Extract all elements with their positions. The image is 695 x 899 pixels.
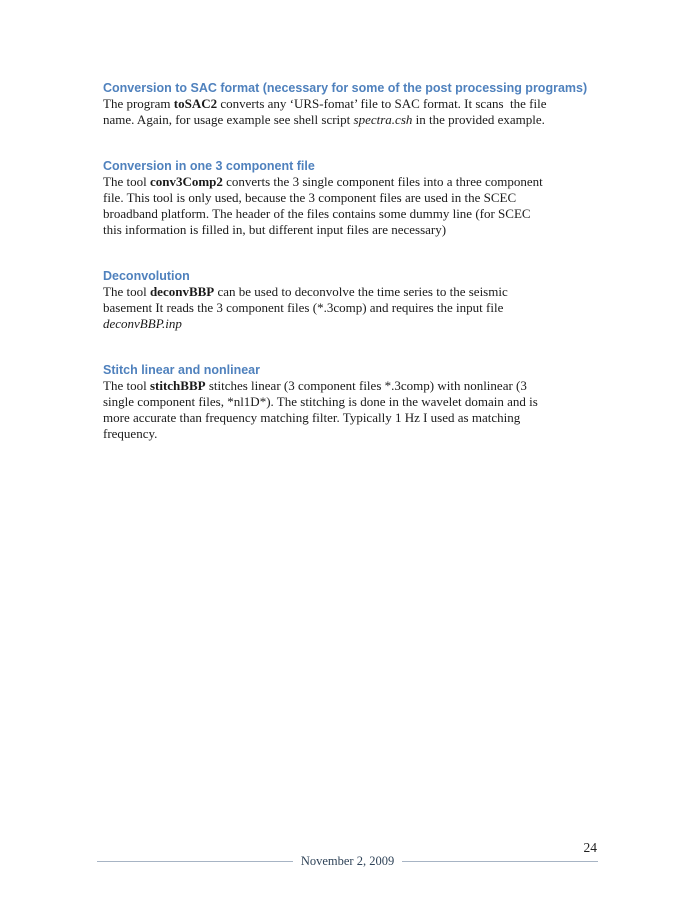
text-run: this information is filled in, but different input files are necessary) (103, 222, 447, 237)
text-line (103, 426, 600, 442)
section-conversion-3-component (103, 158, 600, 238)
footer-rule-right (402, 861, 598, 862)
section-heading: Stitch linear and nonlinear (103, 363, 260, 377)
text-run: file. This tool is only used, because the 3 component files are used in the SCEC (103, 190, 517, 205)
text-line (103, 206, 600, 222)
section-paragraph (103, 378, 600, 442)
text-run: broadband platform. The header of the files contains some dummy line (for SCEC (103, 206, 531, 221)
text-run: The tool (103, 378, 150, 393)
text-run-bold: conv3Comp2 (149, 174, 223, 189)
text-line (103, 410, 600, 426)
text-run: in the provided example. (412, 112, 545, 127)
document-body (103, 80, 600, 472)
text-line (103, 112, 600, 128)
text-run: The tool (103, 284, 150, 299)
text-run: frequency. (103, 426, 158, 441)
text-run: converts the 3 single component files into a three component (222, 174, 543, 189)
footer-date: November 2, 2009 (300, 853, 395, 868)
text-line (103, 378, 600, 394)
text-run: The program (103, 96, 174, 111)
section-conversion-to-sac (103, 80, 600, 128)
text-line (103, 96, 600, 112)
text-run: converts any ‘URS-fomat’ file to SAC format. It scans the file (217, 96, 547, 111)
footer-rule-left (97, 861, 293, 862)
text-run-bold: stitchBBP (149, 378, 206, 393)
section-heading: Conversion to SAC format (necessary for some of the post processing programs) (103, 81, 588, 95)
text-line (103, 174, 600, 190)
text-run-italic: deconvBBP.inp (103, 316, 182, 331)
text-run: name. Again, for usage example see shell script (103, 112, 354, 127)
text-run-bold: deconvBBP (149, 284, 215, 299)
section-paragraph (103, 174, 600, 238)
section-paragraph (103, 96, 600, 128)
text-line (103, 222, 600, 238)
text-run: single component files, *nl1D*). The stitching is done in the wavelet domain and is (103, 394, 538, 409)
section-heading: Conversion in one 3 component file (103, 159, 315, 173)
text-line (103, 190, 600, 206)
text-run-bold: toSAC2 (173, 96, 218, 111)
page-footer (97, 852, 598, 870)
text-run: can be used to deconvolve the time series to the seismic (214, 284, 508, 299)
text-line (103, 300, 600, 316)
text-line (103, 284, 600, 300)
text-run: stitches linear (3 component files *.3comp) with nonlinear (3 (205, 378, 527, 393)
section-heading: Deconvolution (103, 269, 190, 283)
text-run: more accurate than frequency matching filter. Typically 1 Hz I used as matching (103, 410, 521, 425)
section-deconvolution (103, 268, 600, 332)
text-run-italic: spectra.csh (353, 112, 413, 127)
text-line (103, 316, 600, 332)
text-run: basement It reads the 3 component files (*.3comp) and requires the input file (103, 300, 504, 315)
page-number: 24 (583, 840, 597, 855)
section-stitch-linear-nonlinear (103, 362, 600, 442)
text-line (103, 394, 600, 410)
text-run: The tool (103, 174, 150, 189)
section-paragraph (103, 284, 600, 332)
